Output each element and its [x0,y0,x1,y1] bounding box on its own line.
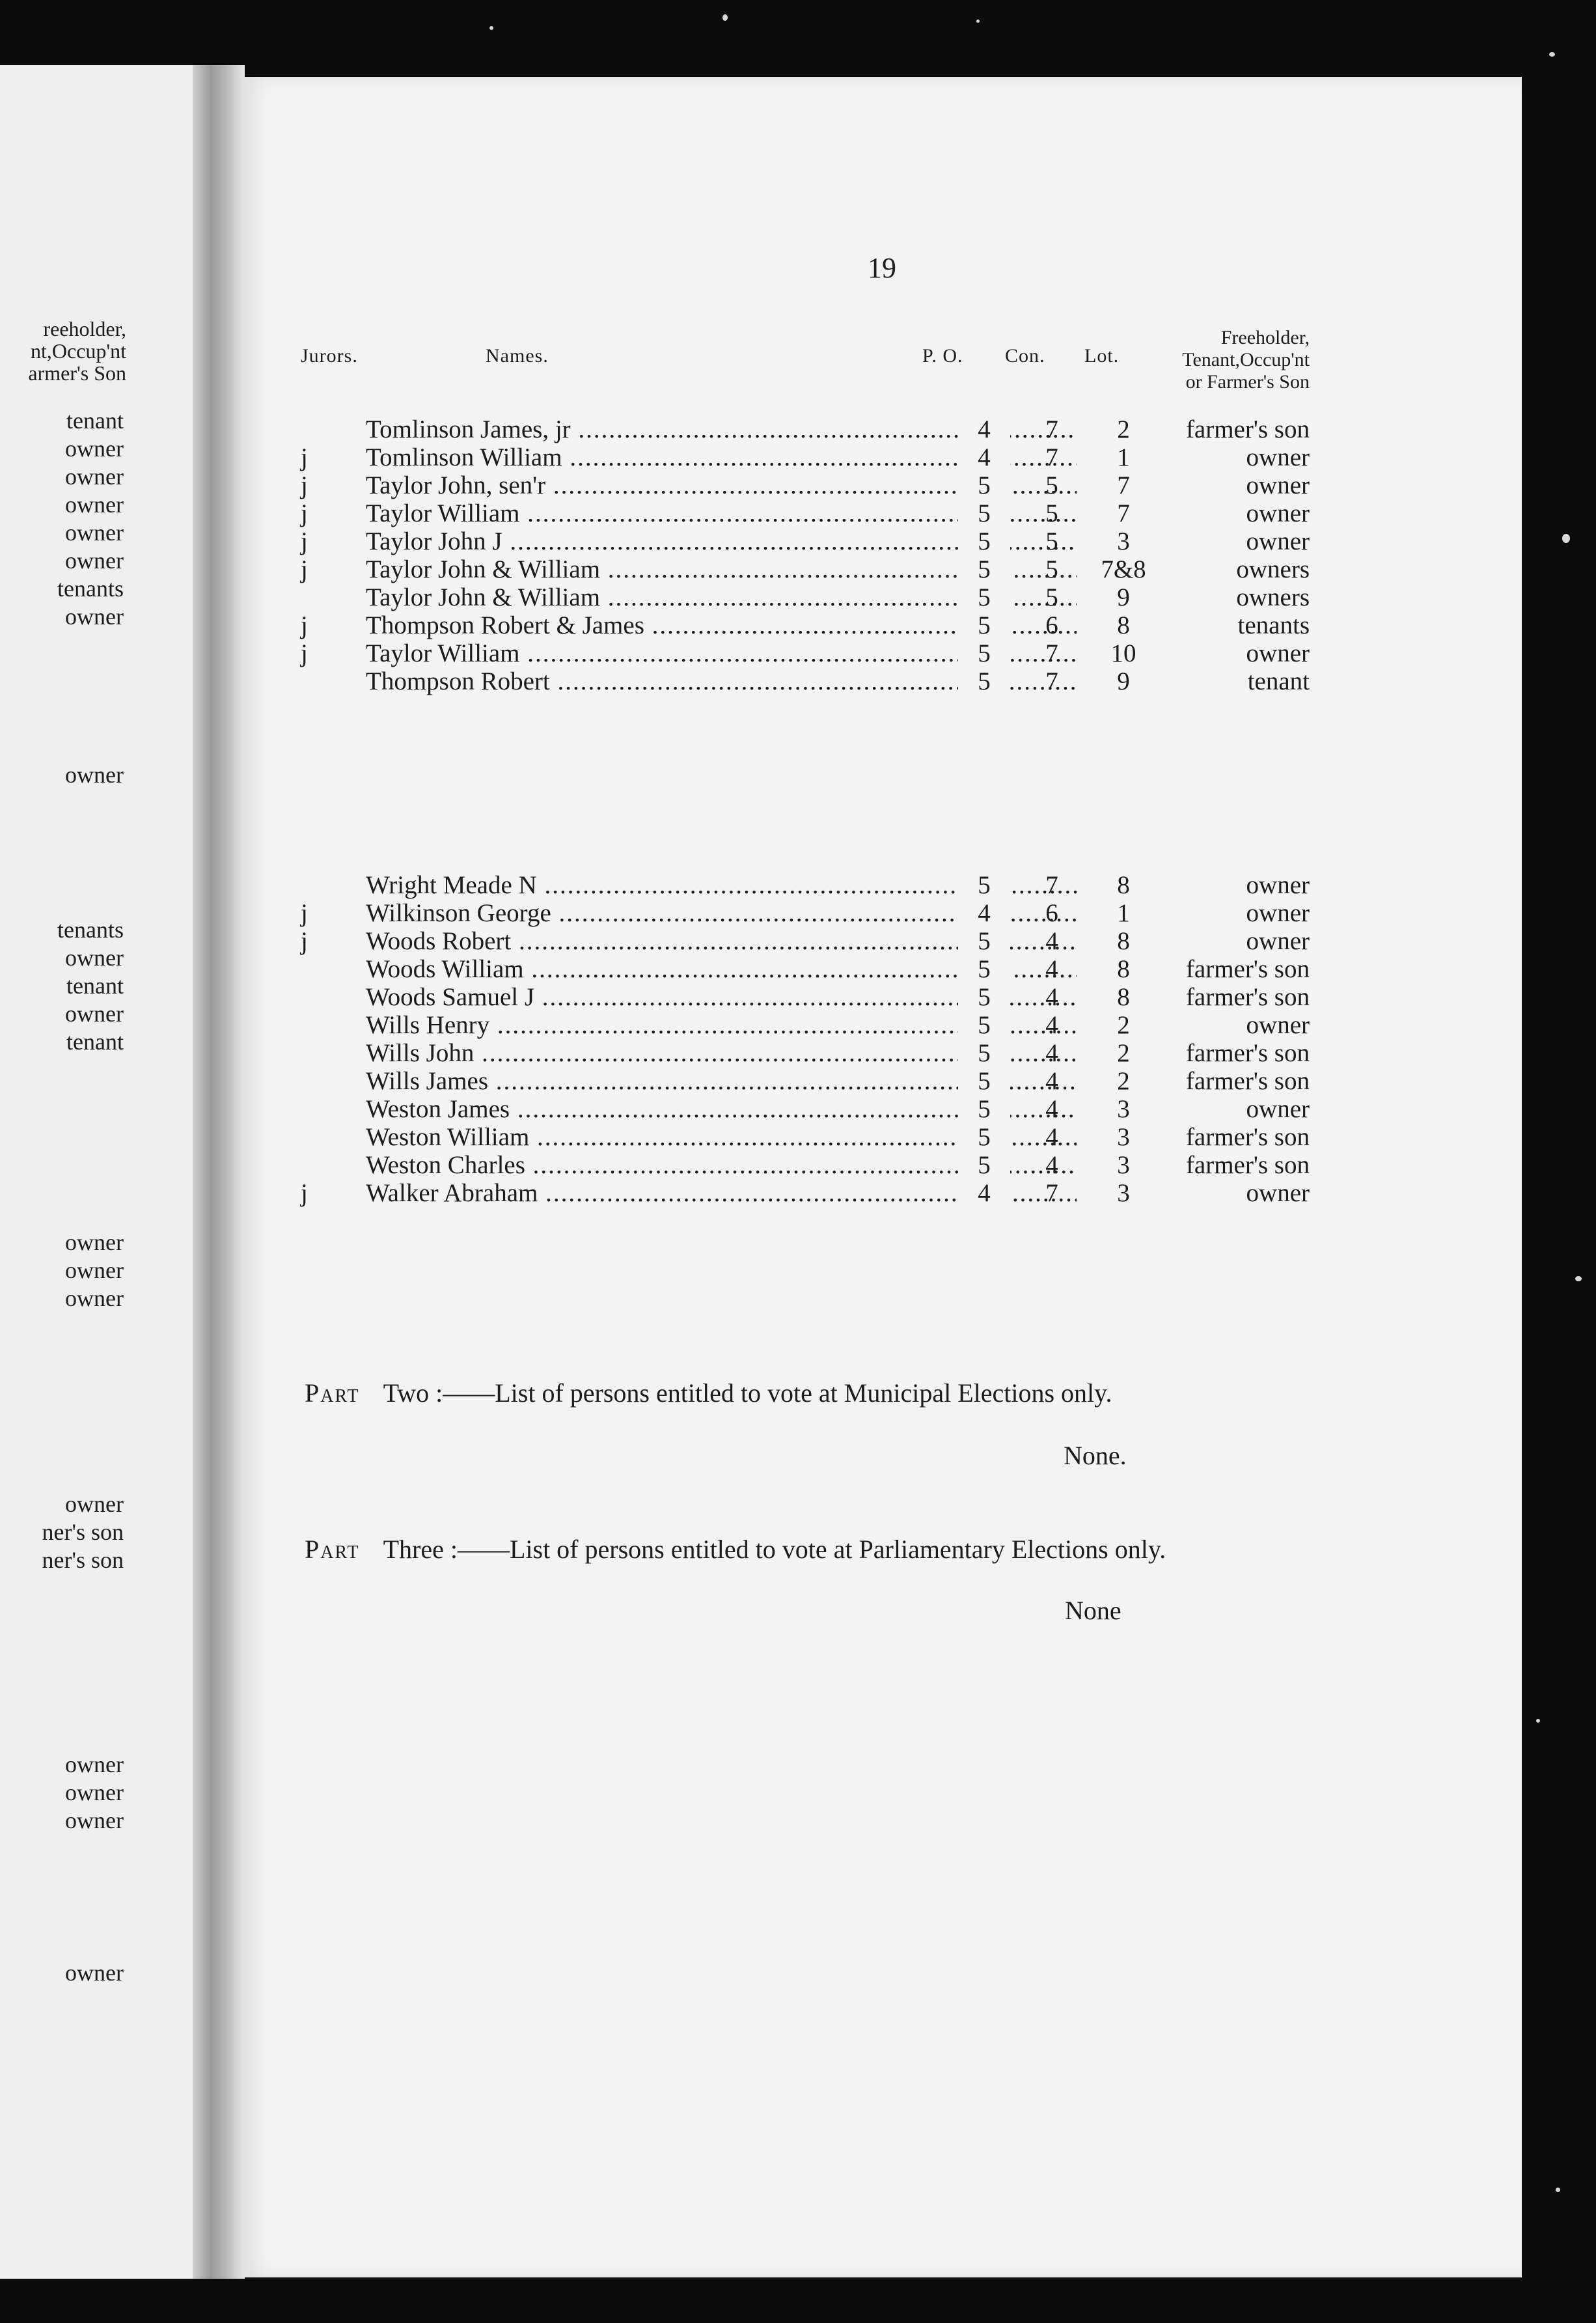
voter-name: Woods Robert ..... [366,927,1077,956]
table-row [242,667,1522,696]
status-value: owner [1246,639,1310,667]
voter-name: Tomlinson William ..... [366,443,1077,472]
status-value: farmer's son [1185,1067,1310,1095]
lot-value: 9 [1117,667,1130,695]
header-freeholder-line: Freeholder, [1220,327,1310,348]
po-value: 5 [958,1067,1010,1096]
part-two-text: Two :——List of persons entitled to vote at Municipal Elections only. [383,1378,1112,1408]
status-value: owner [1246,443,1310,471]
po-value: 5 [958,955,1010,984]
table-row [242,639,1522,668]
table-row [242,527,1522,556]
status-value: owner [1246,1179,1310,1207]
header-freeholder [1114,327,1310,393]
juror-mark: j [301,611,308,639]
scan-speck [1556,2188,1560,2192]
con-value: 7 [1045,667,1058,695]
po-value: 4 [958,443,1010,472]
lot-value: 7 [1117,471,1130,499]
voter-name: Tomlinson James, jr ..... [366,415,1077,444]
con-value: 4 [1045,1067,1058,1095]
con-value: 4 [1045,927,1058,955]
scan-speck [489,26,493,30]
header-names: Names. [486,345,549,367]
part-three-result: None [1065,1596,1121,1625]
previous-page-status: owner [65,762,124,788]
part-three-text: Three :——List of persons entitled to vote at Parliamentary Elections only. [383,1535,1166,1564]
con-value: 5 [1045,471,1058,499]
lot-value: 3 [1117,527,1130,555]
con-value: 4 [1045,1095,1058,1123]
previous-page-status: owner [65,1807,124,1833]
table-row [242,871,1522,900]
voter-name: Taylor John & William ..... [366,555,1077,584]
lot-value: 3 [1117,1095,1130,1123]
lot-value: 1 [1117,899,1130,927]
scan-speck [1536,1719,1540,1723]
status-value: owner [1246,1011,1310,1039]
status-value: owner [1246,899,1310,927]
previous-page-status: owner [65,1257,124,1283]
previous-page-status: tenants [57,576,124,602]
scan-speck [1562,534,1570,543]
lot-value: 8 [1117,983,1130,1011]
voter-name: Taylor John & William ..... [366,583,1077,612]
header-jurors: Jurors. [301,345,358,367]
po-value: 5 [958,927,1010,956]
voter-name: Wilkinson George ..... [366,899,1077,928]
con-value: 5 [1045,583,1058,611]
lot-value: 8 [1117,927,1130,955]
con-value: 4 [1045,1123,1058,1151]
previous-page-status: owner [65,548,124,574]
con-value: 5 [1045,499,1058,527]
table-row [242,415,1522,444]
status-value: tenants [1237,611,1310,639]
table-row [242,955,1522,984]
status-value: farmer's son [1185,983,1310,1011]
previous-page-status: ner's son [42,1519,124,1545]
part-two-result: None. [1064,1441,1127,1470]
po-value: 5 [958,611,1010,640]
lot-value: 2 [1117,1039,1130,1067]
header-po: P. O. [922,345,963,367]
status-value: owner [1246,927,1310,955]
po-value: 5 [958,1095,1010,1124]
table-row [242,443,1522,472]
voter-name: Walker Abraham ..... [366,1179,1077,1208]
lot-value: 8 [1117,955,1130,983]
table-row [242,555,1522,584]
juror-mark: j [301,499,308,527]
status-value: farmer's son [1185,1151,1310,1179]
juror-mark: j [301,899,308,927]
previous-page-header-line: nt,Occup'nt [30,339,126,363]
previous-page-status: owner [65,464,124,490]
table-row [242,471,1522,500]
previous-page-status: tenants [57,917,124,943]
status-value: owners [1236,555,1310,583]
status-value: owner [1246,1095,1310,1123]
part-two-text-block [305,1379,1314,1408]
juror-mark: j [301,639,308,667]
juror-mark: j [301,1179,308,1207]
table-row [242,611,1522,640]
scan-speck [976,20,980,23]
voter-name: Weston William ..... [366,1123,1077,1152]
po-value: 5 [958,1151,1010,1180]
con-value: 5 [1045,527,1058,555]
lot-value: 2 [1117,1067,1130,1095]
lot-value: 2 [1117,1011,1130,1039]
con-value: 4 [1045,983,1058,1011]
voter-name: Woods Samuel J ..... [366,983,1077,1012]
previous-page-status: owner [65,1491,124,1517]
status-value: owner [1246,499,1310,527]
status-value: tenant [1247,667,1310,695]
status-value: owner [1246,527,1310,555]
con-value: 6 [1045,611,1058,639]
con-value: 7 [1045,1179,1058,1207]
voter-name: Wright Meade N ..... [366,871,1077,900]
juror-mark: j [301,471,308,499]
voter-name: Weston Charles ..... [366,1151,1077,1180]
po-value: 5 [958,983,1010,1012]
table-row [242,583,1522,612]
po-value: 5 [958,527,1010,556]
con-value: 4 [1045,1151,1058,1179]
status-value: owners [1236,583,1310,611]
header-freeholder-line: or Farmer's Son [1185,371,1310,393]
status-value: farmer's son [1185,415,1310,443]
part-three-text-block [305,1535,1314,1564]
previous-page-header [0,318,126,384]
voter-name: Thompson Robert ..... [366,667,1077,696]
previous-page-status: owner [65,520,124,546]
po-value: 5 [958,555,1010,584]
lot-value: 9 [1117,583,1130,611]
lot-value: 7 [1117,499,1130,527]
juror-mark: j [301,927,308,955]
book-gutter [193,65,245,2279]
previous-page-status: owner [65,1751,124,1777]
previous-page-header-line: armer's Son [28,361,126,385]
lot-value: 8 [1117,611,1130,639]
po-value: 4 [958,415,1010,444]
scan-speck [722,14,728,21]
status-value: owner [1246,871,1310,899]
voter-name: Taylor William ..... [366,499,1077,528]
po-value: 5 [958,583,1010,612]
previous-page-status: owner [65,604,124,630]
lot-value: 3 [1117,1179,1130,1207]
lot-value: 1 [1117,443,1130,471]
header-freeholder-line: Tenant,Occup'nt [1182,349,1310,370]
table-row [242,1067,1522,1096]
voter-name: Thompson Robert & James ..... [366,611,1077,640]
previous-page-status: tenant [66,973,124,999]
table-row [242,983,1522,1012]
scan-speck [1575,1276,1582,1281]
voter-name: Wills James ..... [366,1067,1077,1096]
table-row [242,1039,1522,1068]
lot-value: 10 [1110,639,1136,667]
po-value: 5 [958,639,1010,668]
con-value: 4 [1045,1011,1058,1039]
lot-value: 2 [1117,415,1130,443]
table-row [242,1095,1522,1124]
table-row [242,1123,1522,1152]
con-value: 5 [1045,555,1058,583]
voter-name: Taylor John J ..... [366,527,1077,556]
con-value: 7 [1045,415,1058,443]
con-value: 4 [1045,955,1058,983]
po-value: 5 [958,1011,1010,1040]
po-value: 5 [958,471,1010,500]
voter-name: Weston James ..... [366,1095,1077,1124]
voter-name: Taylor John, sen'r ..... [366,471,1077,500]
po-value: 5 [958,871,1010,900]
con-value: 4 [1045,1039,1058,1067]
table-row [242,1011,1522,1040]
previous-page-status: owner [65,1001,124,1027]
part-two-section [305,1379,1314,1408]
status-value: farmer's son [1185,955,1310,983]
lot-value: 7&8 [1101,555,1146,583]
lot-value: 3 [1117,1151,1130,1179]
con-value: 7 [1045,871,1058,899]
status-value: owner [1246,471,1310,499]
po-value: 5 [958,499,1010,528]
previous-page-status: tenant [66,408,124,434]
voter-name: Wills John ..... [366,1039,1077,1068]
previous-page-status: owner [65,492,124,518]
previous-page-status: owner [65,1229,124,1255]
lot-value: 3 [1117,1123,1130,1151]
po-value: 4 [958,899,1010,928]
table-row [242,1179,1522,1208]
con-value: 6 [1045,899,1058,927]
status-value: farmer's son [1185,1039,1310,1067]
scan-speck [1549,52,1555,57]
table-row [242,899,1522,928]
header-con: Con. [1005,345,1045,367]
previous-page-status: ner's son [42,1547,124,1573]
previous-page-status: owner [65,945,124,971]
table-row [242,499,1522,528]
previous-page-status: owner [65,1960,124,1986]
voter-name: Taylor William ..... [366,639,1077,668]
po-value: 5 [958,1123,1010,1152]
status-value: farmer's son [1185,1123,1310,1151]
con-value: 7 [1045,443,1058,471]
previous-page-status: owner [65,1285,124,1311]
part-three-section [305,1535,1314,1564]
previous-page-status: owner [65,436,124,462]
voter-name: Woods William ..... [366,955,1077,984]
juror-mark: j [301,555,308,583]
previous-page [0,65,207,2279]
previous-page-status: tenant [66,1029,124,1055]
juror-mark: j [301,527,308,555]
po-value: 4 [958,1179,1010,1208]
previous-page-status: owner [65,1779,124,1805]
previous-page-header-line: reeholder, [43,317,126,341]
po-value: 5 [958,1039,1010,1068]
lot-value: 8 [1117,871,1130,899]
con-value: 7 [1045,639,1058,667]
voter-name: Wills Henry ..... [366,1011,1077,1040]
table-row [242,1151,1522,1180]
part-three-label: Part [305,1535,360,1564]
part-two-label: Part [305,1378,360,1408]
page-number: 19 [868,252,896,284]
header-lot: Lot. [1084,345,1120,367]
table-row [242,927,1522,956]
juror-mark: j [301,443,308,471]
document-page [242,77,1522,2277]
po-value: 5 [958,667,1010,696]
